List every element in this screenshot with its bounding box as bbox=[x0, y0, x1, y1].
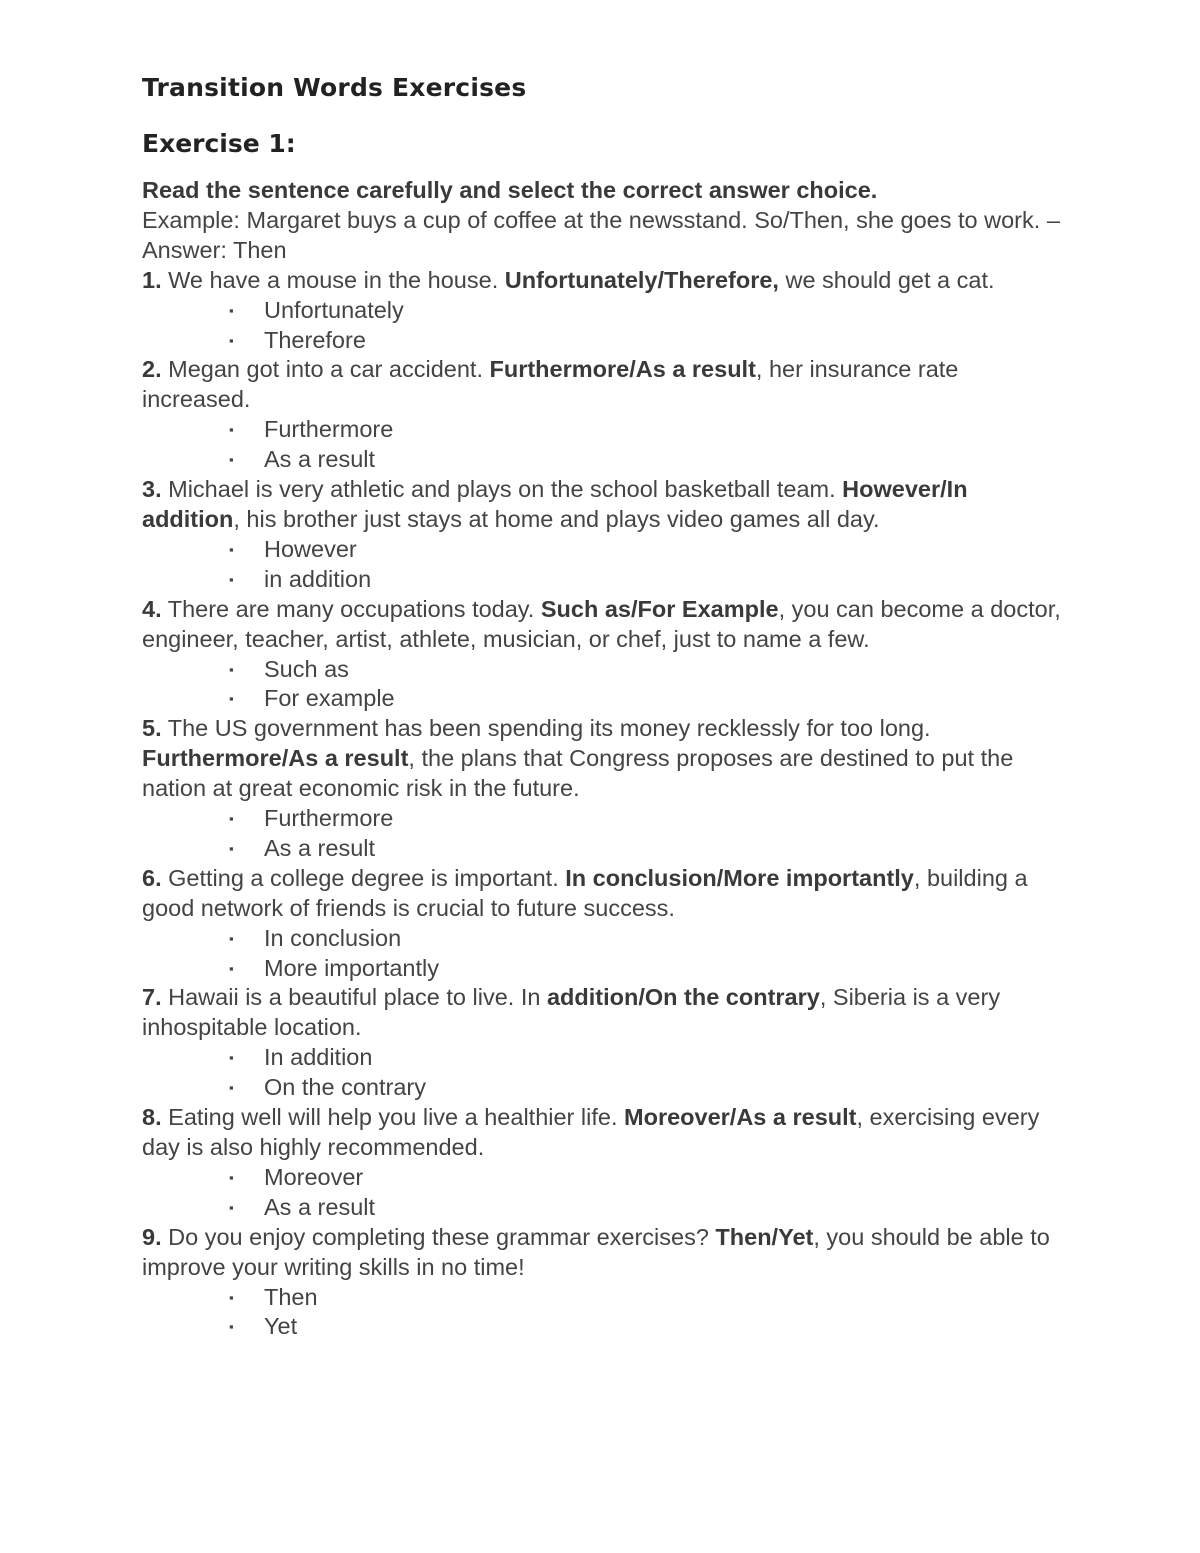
answer-option[interactable] bbox=[142, 1163, 1062, 1193]
transition-choices: Unfortunately/Therefore, bbox=[504, 266, 779, 293]
answer-option-label: More importantly bbox=[264, 954, 439, 981]
transition-choices: addition/On the contrary bbox=[546, 984, 820, 1011]
question-text-after: , exercising every day is also highly recommended. bbox=[142, 1104, 1040, 1160]
answer-option-label: On the contrary bbox=[264, 1074, 426, 1101]
question-text-before: Getting a college degree is important. bbox=[161, 864, 566, 891]
answer-option-label: In addition bbox=[264, 1044, 373, 1071]
question-text-before: Eating well will help you live a healthier life. bbox=[161, 1104, 625, 1131]
answer-option[interactable] bbox=[142, 1283, 1062, 1313]
answer-option-label: Therefore bbox=[264, 326, 366, 353]
answer-option-label: Yet bbox=[264, 1313, 298, 1340]
question-9 bbox=[142, 1223, 1062, 1283]
document-title: Transition Words Exercises bbox=[142, 73, 527, 102]
question-text-before: The US government has been spending its money recklessly for too long. bbox=[161, 715, 931, 742]
question-text-before: Michael is very athletic and plays on the school basketball team. bbox=[161, 476, 843, 503]
answer-option-label: In conclusion bbox=[264, 924, 402, 951]
transition-choices: Furthermore/As a result bbox=[489, 356, 756, 383]
question-6 bbox=[142, 864, 1062, 924]
question-text-after: , his brother just stays at home and plays video games all day. bbox=[233, 505, 880, 532]
question-list bbox=[142, 266, 1062, 1343]
answer-options bbox=[142, 535, 1062, 595]
answer-option[interactable] bbox=[142, 565, 1062, 595]
transition-choices: However/In addition bbox=[142, 476, 968, 532]
question-text-before: Megan got into a car accident. bbox=[161, 356, 490, 383]
square-bullet-icon: ▪ bbox=[229, 452, 234, 468]
answer-option-label: in addition bbox=[264, 565, 372, 592]
answer-option[interactable] bbox=[142, 326, 1062, 356]
question-text-before: There are many occupations today. bbox=[161, 595, 541, 622]
question-number: 9. bbox=[142, 1223, 162, 1250]
answer-option[interactable] bbox=[142, 954, 1062, 984]
answer-option[interactable] bbox=[142, 834, 1062, 864]
transition-choices: Then/Yet bbox=[715, 1223, 814, 1250]
square-bullet-icon: ▪ bbox=[229, 332, 234, 348]
example-sentence: Example: Margaret buys a cup of coffee at the newsstand. So/Then, she goes to work. – bbox=[142, 206, 1060, 233]
exercise-body bbox=[142, 176, 1062, 1342]
answer-options bbox=[142, 655, 1062, 715]
instructions: Read the sentence carefully and select the correct answer choice. bbox=[142, 177, 878, 203]
square-bullet-icon: ▪ bbox=[229, 811, 234, 827]
question-text-after: , Siberia is a very inhospitable location. bbox=[142, 984, 1001, 1041]
question-2 bbox=[142, 355, 1062, 415]
answer-options bbox=[142, 924, 1062, 984]
answer-option[interactable] bbox=[142, 535, 1062, 565]
answer-options bbox=[142, 296, 1062, 356]
question-number: 6. bbox=[142, 864, 162, 891]
square-bullet-icon: ▪ bbox=[229, 1199, 234, 1215]
square-bullet-icon: ▪ bbox=[229, 960, 234, 976]
answer-options bbox=[142, 804, 1062, 864]
question-number: 1. bbox=[142, 266, 162, 293]
answer-option[interactable] bbox=[142, 804, 1062, 834]
answer-option[interactable] bbox=[142, 1043, 1062, 1073]
square-bullet-icon: ▪ bbox=[229, 930, 234, 946]
example-answer: Answer: Then bbox=[142, 236, 287, 263]
square-bullet-icon: ▪ bbox=[229, 541, 234, 557]
transition-choices: Moreover/As a result bbox=[624, 1104, 857, 1131]
transition-choices: In conclusion/More importantly bbox=[565, 864, 914, 891]
square-bullet-icon: ▪ bbox=[229, 1080, 234, 1096]
question-text-before: We have a mouse in the house. bbox=[161, 266, 505, 293]
question-text-after: we should get a cat. bbox=[778, 266, 995, 293]
question-text-after: , you can become a doctor, engineer, teacher, artist, athlete, musician, or chef, just to name a few. bbox=[142, 595, 1061, 652]
question-7 bbox=[142, 983, 1062, 1043]
answer-option-label: Then bbox=[264, 1283, 318, 1310]
question-4 bbox=[142, 595, 1062, 655]
answer-option-label: Furthermore bbox=[264, 805, 394, 832]
answer-option[interactable] bbox=[142, 1193, 1062, 1223]
question-number: 5. bbox=[142, 715, 162, 742]
answer-options bbox=[142, 1163, 1062, 1223]
answer-option-label: Unfortunately bbox=[264, 296, 404, 323]
answer-option[interactable] bbox=[142, 296, 1062, 326]
square-bullet-icon: ▪ bbox=[229, 1289, 234, 1305]
answer-option-label: As a result bbox=[264, 1193, 376, 1220]
square-bullet-icon: ▪ bbox=[229, 1050, 234, 1066]
question-number: 7. bbox=[142, 984, 162, 1011]
answer-option[interactable] bbox=[142, 415, 1062, 445]
answer-option[interactable] bbox=[142, 655, 1062, 685]
square-bullet-icon: ▪ bbox=[229, 691, 234, 707]
question-number: 3. bbox=[142, 476, 162, 503]
question-text-before: Hawaii is a beautiful place to live. In bbox=[161, 984, 547, 1011]
question-text-after: , building a good network of friends is crucial to future success. bbox=[142, 864, 1028, 921]
question-number: 2. bbox=[142, 356, 162, 383]
question-text-after: , the plans that Congress proposes are destined to put the nation at great economic risk in the future. bbox=[142, 745, 1014, 802]
answer-option-label: As a result bbox=[264, 446, 376, 473]
question-number: 8. bbox=[142, 1104, 162, 1131]
question-text-after: , you should be able to improve your writing skills in no time! bbox=[142, 1223, 1050, 1280]
question-number: 4. bbox=[142, 595, 162, 622]
answer-option-label: For example bbox=[264, 685, 395, 712]
answer-options bbox=[142, 415, 1062, 475]
answer-option[interactable] bbox=[142, 924, 1062, 954]
question-text-before: Do you enjoy completing these grammar exercises? bbox=[161, 1223, 716, 1250]
square-bullet-icon: ▪ bbox=[229, 661, 234, 677]
answer-option[interactable] bbox=[142, 445, 1062, 475]
answer-option-label: Furthermore bbox=[264, 416, 394, 443]
question-8 bbox=[142, 1103, 1062, 1163]
answer-option[interactable] bbox=[142, 1073, 1062, 1103]
answer-option-label: Moreover bbox=[264, 1163, 364, 1190]
square-bullet-icon: ▪ bbox=[229, 571, 234, 587]
document-page bbox=[142, 68, 1062, 1342]
answer-option-label: Such as bbox=[264, 655, 349, 682]
question-text-after: , her insurance rate increased. bbox=[142, 356, 959, 413]
answer-options bbox=[142, 1043, 1062, 1103]
answer-option-label: However bbox=[264, 535, 357, 562]
answer-options bbox=[142, 1283, 1062, 1343]
answer-option[interactable] bbox=[142, 684, 1062, 714]
square-bullet-icon: ▪ bbox=[229, 422, 234, 438]
answer-option[interactable] bbox=[142, 1312, 1062, 1342]
square-bullet-icon: ▪ bbox=[229, 1169, 234, 1185]
question-5 bbox=[142, 714, 1062, 804]
exercise-heading: Exercise 1: bbox=[142, 129, 296, 158]
square-bullet-icon: ▪ bbox=[229, 302, 234, 318]
answer-option-label: As a result bbox=[264, 834, 376, 861]
transition-choices: Such as/For Example bbox=[540, 595, 779, 622]
square-bullet-icon: ▪ bbox=[229, 1319, 234, 1335]
question-3 bbox=[142, 475, 1062, 535]
transition-choices: Furthermore/As a result bbox=[142, 745, 409, 772]
square-bullet-icon: ▪ bbox=[229, 840, 234, 856]
question-1 bbox=[142, 266, 1062, 296]
